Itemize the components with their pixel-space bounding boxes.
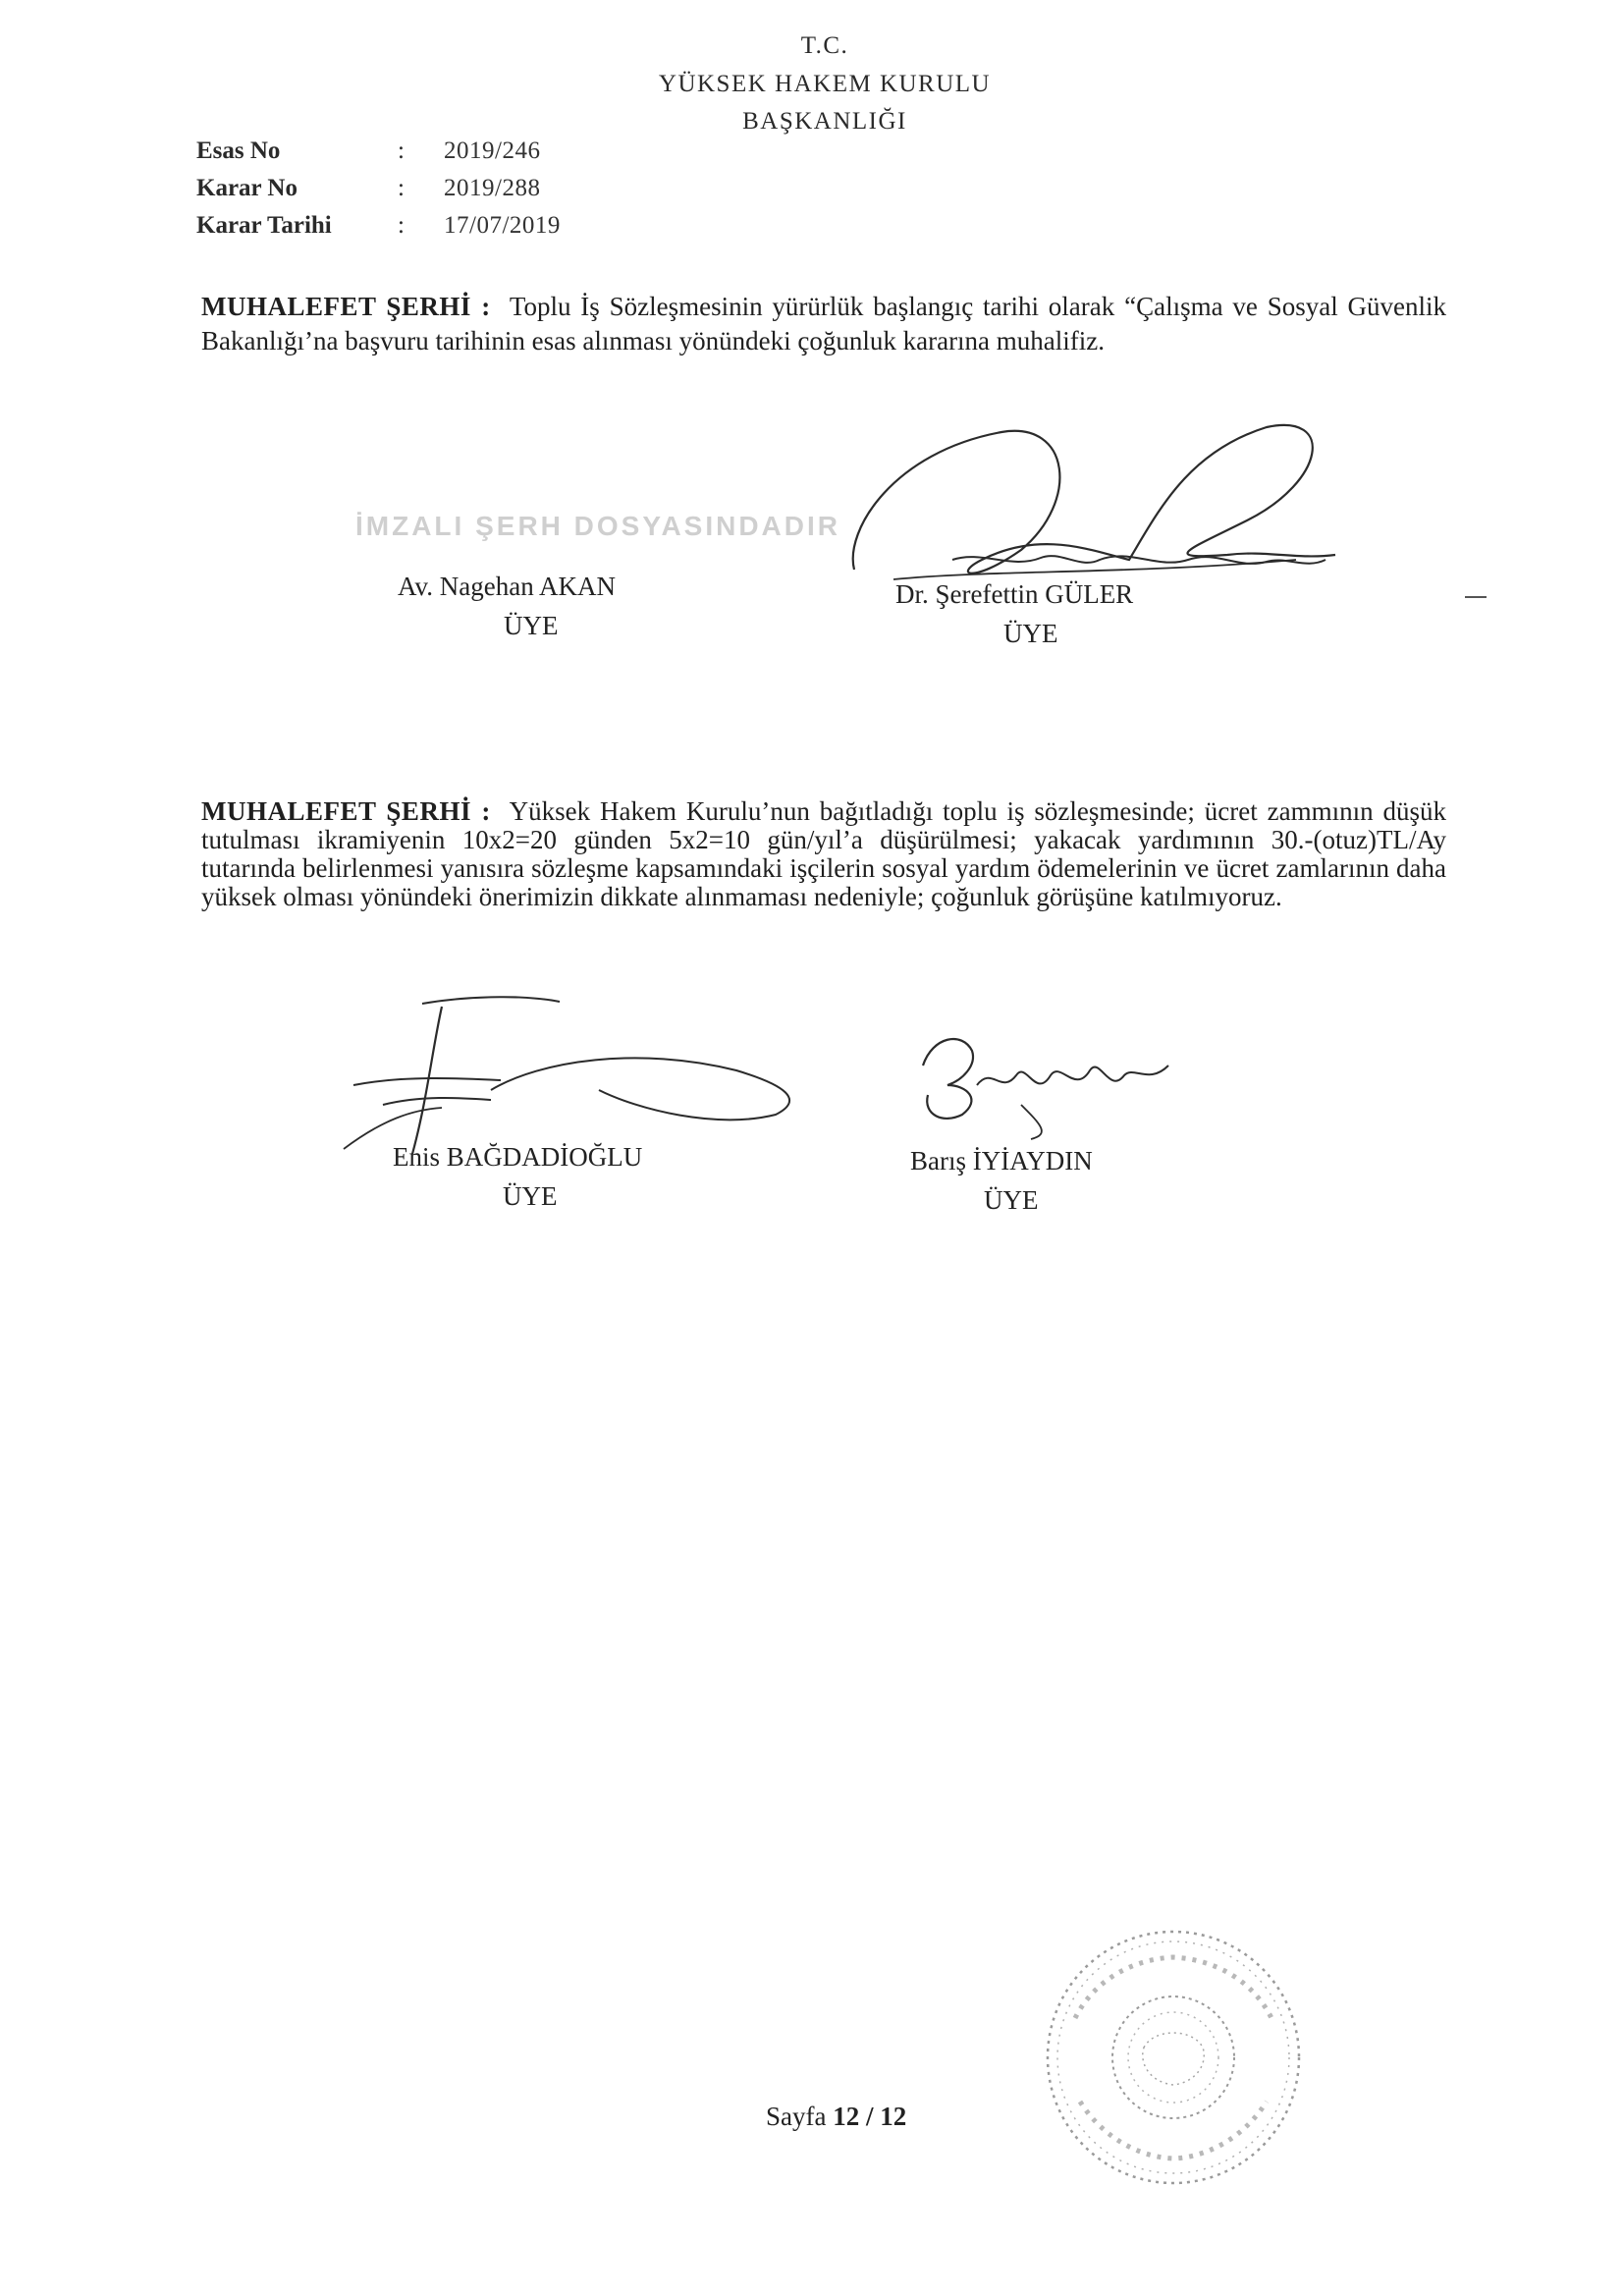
- signatory-name: Av. Nagehan AKAN: [398, 572, 616, 601]
- signatory-role: ÜYE: [1003, 619, 1058, 648]
- official-seal: [1036, 1920, 1311, 2195]
- karar-tarihi-value: 17/07/2019: [444, 212, 561, 239]
- meta-separator: :: [398, 212, 405, 239]
- meta-separator: :: [398, 175, 405, 201]
- page-separator: /: [865, 2102, 874, 2131]
- page-prefix: Sayfa: [766, 2102, 827, 2131]
- karar-no-label: Karar No: [196, 175, 298, 201]
- esas-no-label: Esas No: [196, 137, 281, 164]
- page-current: 12: [833, 2102, 860, 2131]
- dissent-paragraph-2: [201, 797, 1446, 911]
- signatory-name: Barış İYİAYDIN: [910, 1146, 1093, 1175]
- signature-dash: [1465, 596, 1487, 598]
- page-total: 12: [880, 2102, 907, 2131]
- header-tc: T.C.: [800, 32, 849, 59]
- signatory-name: Dr. Şerefettin GÜLER: [895, 579, 1134, 609]
- signatory-role: ÜYE: [503, 1181, 558, 1211]
- dissent-paragraph-1: [201, 290, 1446, 358]
- page-number: [766, 2102, 906, 2132]
- karar-no-value: 2019/288: [444, 175, 541, 201]
- signatory-role: ÜYE: [504, 611, 559, 640]
- signatory-name: Enis BAĞDADİOĞLU: [393, 1142, 643, 1172]
- signature-bagdadioglu: [344, 992, 815, 1159]
- signed-annotation-stamp: İMZALI ŞERH DOSYASINDADIR: [355, 511, 841, 541]
- dissent-text: Yüksek Hakem Kurulu’nun bağıtladığı toplu iş sözleşmesinde; ücret zammının düşük tutulması ikramiyenin 10x2=20 günden 5x2=10 gün/yıl’a düşürülmesi; yakacak yardımının 30.-(otuz)TL/Ay tutarında belirlenmesi yanısıra sözleşme kapsamındaki işçilerin sosyal yardım ödemelerinin ve ücret zamlarının daha yüksek olması yönündeki önerimizin dikkate alınmaması nedeniyle; çoğunluk görüşüne katılmıyoruz.: [201, 796, 1447, 911]
- header-institution: YÜKSEK HAKEM KURULU: [658, 71, 992, 97]
- dissent-heading: MUHALEFET ŞERHİ :: [201, 292, 491, 321]
- esas-no-value: 2019/246: [444, 137, 541, 164]
- karar-tarihi-label: Karar Tarihi: [196, 212, 332, 239]
- meta-separator: :: [398, 137, 405, 164]
- header-presidency: BAŞKANLIĞI: [742, 108, 907, 135]
- signature-iyiaydin: [903, 1026, 1198, 1144]
- dissent-text: Toplu İş Sözleşmesinin yürürlük başlangıç tarihi olarak “Çalışma ve Sosyal Güvenlik Bakanlığı’na başvuru tarihinin esas alınması yönündeki çoğunluk kararına muhalifiz.: [201, 292, 1447, 355]
- dissent-heading: MUHALEFET ŞERHİ :: [201, 796, 491, 826]
- signatory-role: ÜYE: [984, 1185, 1039, 1215]
